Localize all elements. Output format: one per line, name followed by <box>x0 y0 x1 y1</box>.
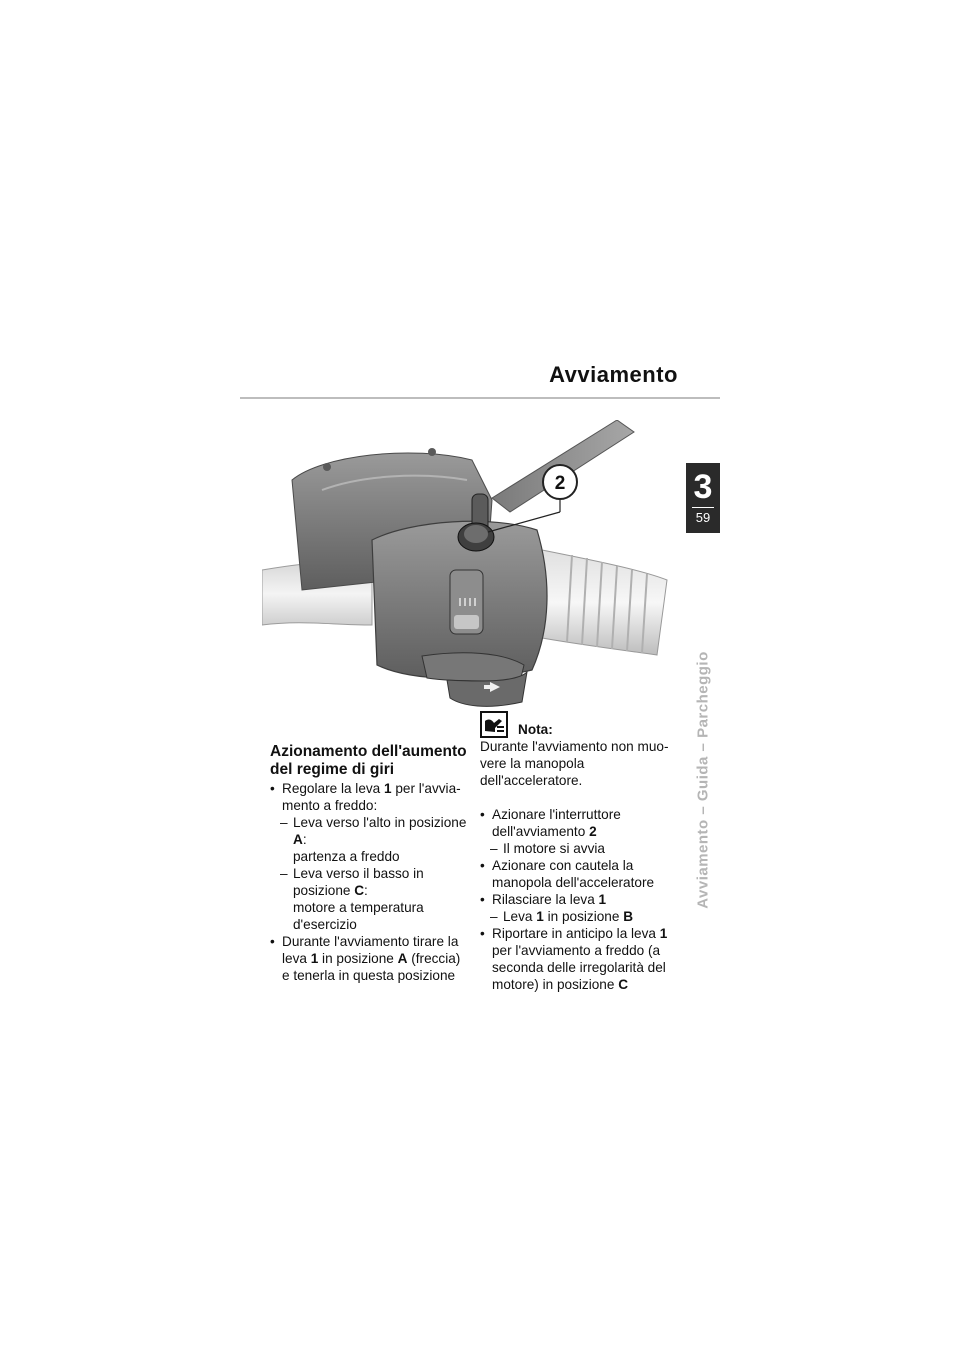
instruction-list <box>270 780 470 984</box>
svg-text:2: 2 <box>554 473 566 494</box>
list-item: • Azionare con cautela la manopola dell'acceleratore <box>480 858 655 890</box>
section-heading: Azionamento dell'aumento del regime di giri <box>270 743 467 778</box>
list-item: • Regolare la leva 1 per l'avvia-mento a freddo: <box>270 781 461 813</box>
note-header <box>480 710 685 738</box>
handlebar-switch-illustration <box>262 420 682 720</box>
side-section-label: Avviamento – Guida – Parcheggio <box>694 651 712 909</box>
note-label: Nota: <box>518 722 553 737</box>
handlebar-grip <box>542 550 667 655</box>
list-item: • Riportare in anticipo la leva 1 per l'avviamento a freddo (a seconda delle irregolarità del motore) in posizione C <box>480 926 668 992</box>
left-column <box>270 743 470 984</box>
list-item: – Leva verso l'alto in posizione A: partenza a freddo <box>280 815 467 864</box>
list-item: • Azionare l'interruttore dell'avviamento 2 <box>480 807 621 839</box>
list-item: • Durante l'avviamento tirare la leva 1 in posizione A (freccia) e tenerla in questa posizione <box>270 934 461 983</box>
instruction-list <box>480 806 685 993</box>
list-item: – Leva verso il basso in posizione C: motore a temperatura d'esercizio <box>280 866 424 932</box>
note-icon <box>480 711 508 738</box>
list-item: • Rilasciare la leva 1 <box>480 892 607 907</box>
chapter-tab-rule <box>692 507 714 508</box>
header-rule <box>240 397 720 399</box>
page-number: 59 <box>695 510 711 525</box>
chapter-tab <box>686 463 720 533</box>
chapter-number: 3 <box>693 468 713 506</box>
list-item: – Il motore si avvia <box>490 841 605 856</box>
list-item: – Leva 1 in posizione B <box>490 909 634 924</box>
page-title: Avviamento <box>549 362 678 387</box>
right-column <box>480 710 685 993</box>
note-text: Durante l'avviamento non muo-vere la manopola dell'acceleratore. <box>480 739 669 788</box>
